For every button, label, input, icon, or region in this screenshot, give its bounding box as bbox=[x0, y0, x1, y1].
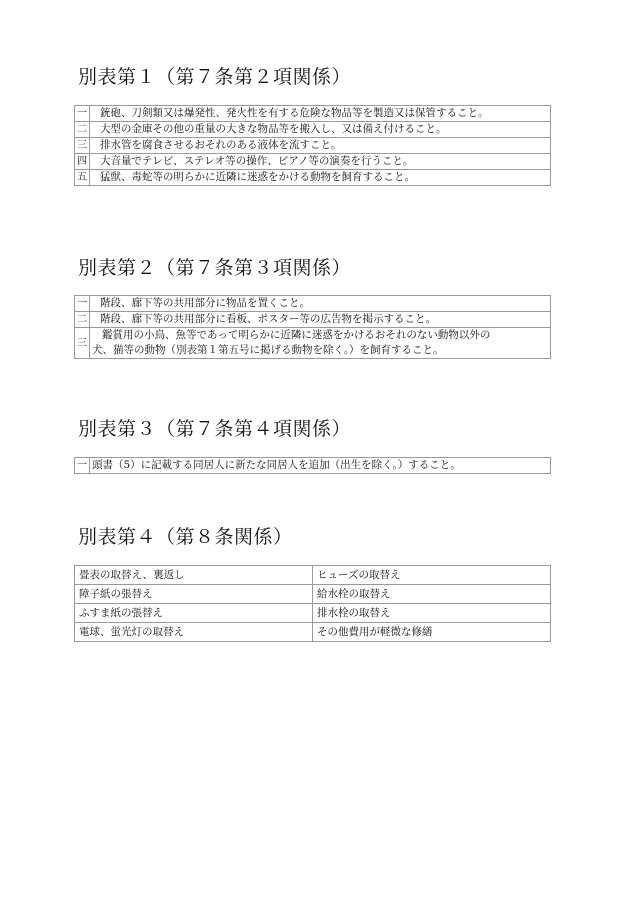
row-text: 階段、廊下等の共用部分に物品を置くこと。 bbox=[90, 296, 551, 312]
row-text-line2: 犬、猫等の動物（別表第１第五号に掲げる動物を除く。）を飼育すること。 bbox=[92, 344, 444, 356]
table-row bbox=[75, 106, 551, 122]
table-row bbox=[75, 312, 551, 328]
cell-right: その他費用が軽微な修繕 bbox=[313, 623, 551, 642]
table-row bbox=[75, 138, 551, 154]
section3-title: 別表第３（第７条第４項関係） bbox=[78, 418, 352, 440]
cell-left: 畳表の取替え、裏返し bbox=[75, 566, 313, 585]
section2-table bbox=[74, 295, 551, 359]
section1-table bbox=[74, 105, 551, 186]
table-row bbox=[75, 296, 551, 312]
cell-left: 電球、蛍光灯の取替え bbox=[75, 623, 313, 642]
table-row bbox=[75, 458, 551, 474]
row-number: 一 bbox=[75, 296, 90, 312]
table-row bbox=[75, 328, 551, 359]
row-number: 一 bbox=[75, 458, 90, 474]
table-row bbox=[75, 623, 551, 642]
table-row bbox=[75, 585, 551, 604]
cell-right: 排水栓の取替え bbox=[313, 604, 551, 623]
section1-title: 別表第１（第７条第２項関係） bbox=[78, 66, 352, 88]
row-number: 三 bbox=[75, 328, 90, 359]
row-text: 大音量でテレビ、ステレオ等の操作、ピアノ等の演奏を行うこと。 bbox=[90, 154, 551, 170]
table-row bbox=[75, 604, 551, 623]
table-row bbox=[75, 170, 551, 186]
row-number: 一 bbox=[75, 106, 90, 122]
section4-table bbox=[74, 565, 551, 642]
cell-right: 給水栓の取替え bbox=[313, 585, 551, 604]
table-row bbox=[75, 566, 551, 585]
row-number: 二 bbox=[75, 312, 90, 328]
table-row bbox=[75, 154, 551, 170]
row-text bbox=[90, 328, 551, 359]
section2-title: 別表第２（第７条第３項関係） bbox=[78, 257, 352, 279]
row-number: 二 bbox=[75, 122, 90, 138]
table-row bbox=[75, 122, 551, 138]
row-number: 三 bbox=[75, 138, 90, 154]
row-text: 猛獣、毒蛇等の明らかに近隣に迷惑をかける動物を飼育すること。 bbox=[90, 170, 551, 186]
cell-left: ふすま紙の張替え bbox=[75, 604, 313, 623]
row-text: 階段、廊下等の共用部分に看板、ポスター等の広告物を掲示すること。 bbox=[90, 312, 551, 328]
row-number: 五 bbox=[75, 170, 90, 186]
row-text: 銃砲、刀剣類又は爆発性、発火性を有する危険な物品等を製造又は保管すること。 bbox=[90, 106, 551, 122]
row-number: 四 bbox=[75, 154, 90, 170]
section4-title: 別表第４（第８条関係） bbox=[78, 526, 293, 548]
section3-table bbox=[74, 457, 551, 474]
cell-right: ヒューズの取替え bbox=[313, 566, 551, 585]
row-text-line1: 鑑賞用の小鳥、魚等であって明らかに近隣に迷惑をかけるおそれのない動物以外の bbox=[102, 329, 491, 341]
row-text: 排水管を腐食させるおそれのある液体を流すこと。 bbox=[90, 138, 551, 154]
row-text: 頭書（5）に記載する同居人に新たな同居人を追加（出生を除く。）すること。 bbox=[90, 458, 551, 474]
cell-left: 障子紙の張替え bbox=[75, 585, 313, 604]
row-text: 大型の金庫その他の重量の大きな物品等を搬入し、又は備え付けること。 bbox=[90, 122, 551, 138]
